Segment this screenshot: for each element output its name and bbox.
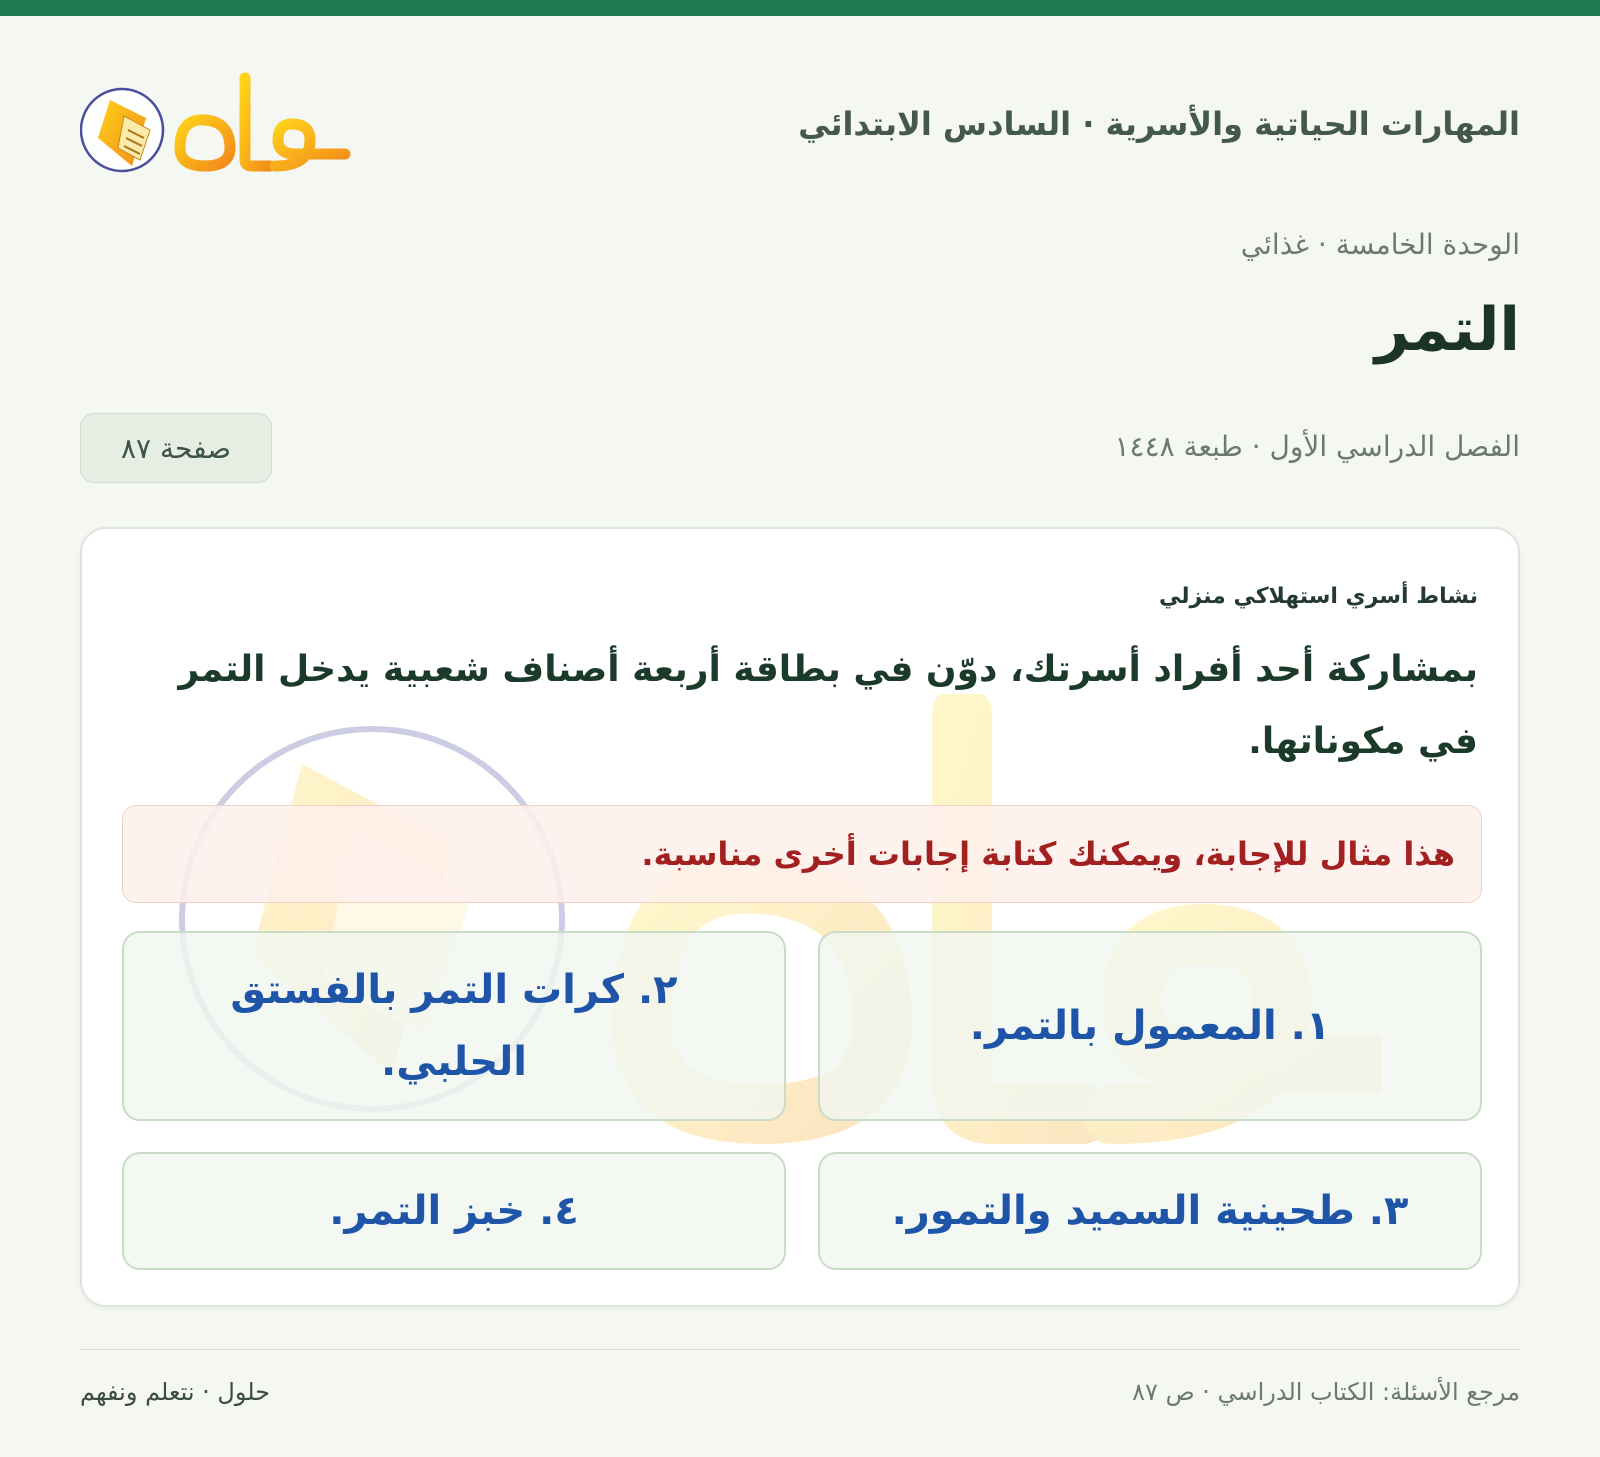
- activity-type-label: نشاط أسري استهلاكي منزلي: [1159, 584, 1478, 609]
- answer-item-3: ٣. طحينية السميد والتمور.: [818, 1152, 1482, 1270]
- answer-item-1: ١. المعمول بالتمر.: [818, 931, 1482, 1121]
- footer-divider: [80, 1349, 1520, 1350]
- answer-item-4: ٤. خبز التمر.: [122, 1152, 786, 1270]
- answer-note-banner: هذا مثال للإجابة، ويمكنك كتابة إجابات أخرى مناسبة.: [122, 805, 1482, 903]
- top-accent-bar: [0, 0, 1600, 16]
- footer-reference: مرجع الأسئلة: الكتاب الدراسي · ص ٨٧: [1132, 1378, 1520, 1406]
- question-text: بمشاركة أحد أفراد أسرتك، دوّن في بطاقة أربعة أصناف شعبية يدخل التمر في مكوناتها.: [178, 649, 1478, 762]
- answers-grid: [122, 931, 1482, 1271]
- lesson-title: التمر: [1374, 295, 1520, 365]
- footer-brand: حلول · نتعلم ونفهم: [80, 1378, 270, 1406]
- page-number-badge: صفحة ٨٧: [80, 413, 272, 483]
- unit-label: الوحدة الخامسة · غذائي: [1240, 228, 1520, 261]
- page-header: [80, 60, 1520, 190]
- subject-title: المهارات الحياتية والأسرية · السادس الابتدائي: [798, 105, 1520, 143]
- hulul-logo[interactable]: [80, 68, 360, 178]
- answer-item-2: ٢. كرات التمر بالفستق الحلبي.: [122, 931, 786, 1121]
- activity-card: [80, 527, 1520, 1307]
- term-edition: الفصل الدراسي الأول · طبعة ١٤٤٨: [1114, 430, 1520, 463]
